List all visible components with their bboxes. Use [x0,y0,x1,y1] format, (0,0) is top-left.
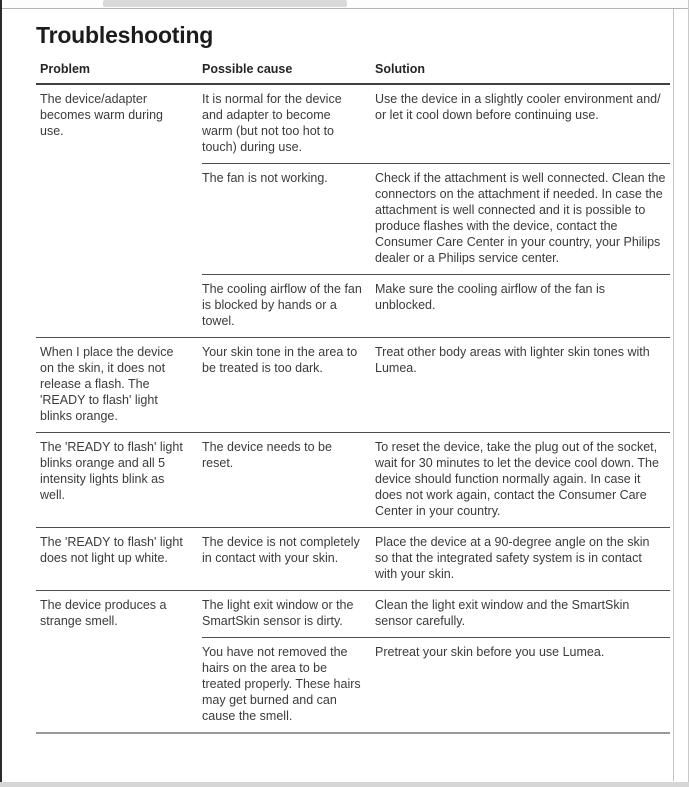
table-row [36,433,670,528]
cause-solution-entry [202,528,670,590]
window-bottom-edge [0,782,689,787]
table-header-row [36,58,670,85]
solution-cell: Use the device in a slightly cooler environment and/ or let it cool down before continuing use. [375,92,661,122]
cause-cell: The device needs to be reset. [202,440,332,470]
cause-cell: You have not removed the hairs on the area to be treated properly. These hairs may get burned and can cause the smell. [202,645,361,723]
cause-cell: The cooling airflow of the fan is blocked by hands or a towel. [202,282,362,328]
problem-cell: When I place the device on the skin, it does not release a flash. The 'READY to flash' light blinks orange. [40,345,174,423]
cause-solution-entry [202,338,670,384]
cause-solution-group [202,433,670,527]
page-title: Troubleshooting [36,22,214,48]
cause-cell: The fan is not working. [202,171,328,185]
troubleshooting-table [36,58,670,734]
cause-solution-group [202,591,670,732]
cause-cell: Your skin tone in the area to be treated is too dark. [202,345,358,375]
cause-solution-group [202,85,670,337]
cause-solution-entry [202,637,670,732]
cause-solution-entry [202,274,670,337]
cause-solution-group [202,528,670,590]
table-row [36,338,670,433]
solution-cell: Treat other body areas with lighter skin tones with Lumea. [375,345,650,375]
problem-cell: The device/adapter becomes warm during use. [40,92,163,138]
top-scrollbar-track [0,0,689,9]
cause-solution-entry [202,591,670,637]
cause-solution-entry [202,433,670,527]
solution-cell: Pretreat your skin before you use Lumea. [375,645,605,659]
scrollbar-thumb[interactable] [103,0,347,7]
table-body [36,85,670,734]
page-right-margin-line [673,9,674,781]
solution-cell: Place the device at a 90-degree angle on the skin so that the integrated safety system is in contact with your skin. [375,535,650,581]
problem-cell: The 'READY to flash' light blinks orange and all 5 intensity lights blink as well. [40,440,183,502]
table-row [36,85,670,338]
cause-cell: The device is not completely in contact with your skin. [202,535,360,565]
solution-cell: Make sure the cooling airflow of the fan is unblocked. [375,282,605,312]
cause-solution-entry [202,163,670,274]
column-header-problem: Problem [40,62,91,76]
solution-cell: Check if the attachment is well connected. Clean the connectors on the attachment if needed. In case the attachment is well connected and it is possible to produce flashes with the device, contact the Consumer Care Center in your country, your Philips dealer or a Philips service center. [375,171,666,265]
table-row [36,528,670,591]
solution-cell: Clean the light exit window and the SmartSkin sensor carefully. [375,598,630,628]
document-page [36,22,670,734]
table-row [36,591,670,734]
problem-cell: The 'READY to flash' light does not light up white. [40,535,183,565]
cause-solution-group [202,338,670,432]
solution-cell: To reset the device, take the plug out of the socket, wait for 30 minutes to let the device cool down. The device should function normally again. In case it does not work again, contact the Consumer Care Center in your country. [375,440,659,518]
cause-solution-entry [202,85,670,163]
problem-cell: The device produces a strange smell. [40,598,167,628]
column-header-solution: Solution [375,62,425,76]
cause-cell: It is normal for the device and adapter to become warm (but not too hot to touch) during use. [202,92,342,154]
column-header-possible-cause: Possible cause [202,62,293,76]
window-left-edge [0,0,2,787]
cause-cell: The light exit window or the SmartSkin sensor is dirty. [202,598,354,628]
